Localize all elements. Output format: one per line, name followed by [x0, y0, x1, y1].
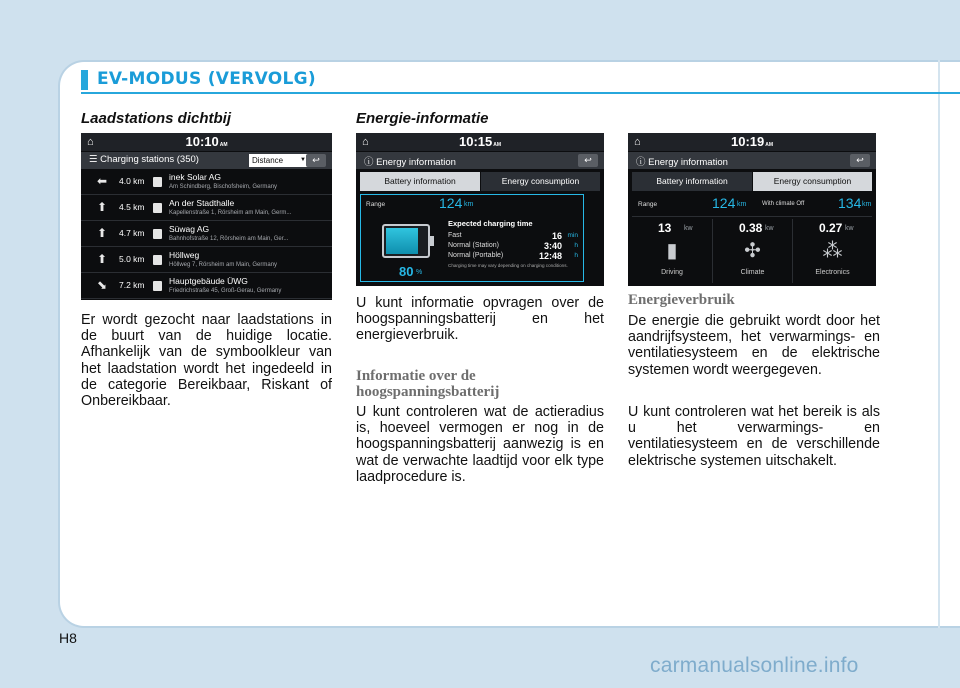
charge-time-unit: h [574, 252, 578, 259]
climate-off-text: U kunt controleren wat het bereik is als u het verwarmings- en ventilatiesysteem en de verschillende elektrische systemen uitschakelt. [628, 404, 880, 469]
consumer-column [712, 219, 792, 283]
station-distance: 4.5 km [119, 202, 145, 212]
charger-plug-icon [153, 255, 162, 265]
climate-off-unit: km [862, 201, 872, 208]
charger-plug-icon [153, 177, 162, 187]
charging-stations-screen [81, 133, 332, 300]
battery-icon [382, 224, 430, 258]
consumer-value: 0.38 [739, 221, 763, 235]
range-label: Range [366, 201, 386, 208]
charge-type-label: Normal (Portable) [448, 252, 504, 259]
station-row[interactable] [81, 248, 332, 273]
battery-percent: 80 [399, 264, 414, 279]
charging-times [448, 219, 584, 281]
clock: 10:10 [185, 134, 219, 149]
consumer-unit: kw [684, 225, 693, 232]
clock-ampm: AM [219, 142, 228, 148]
back-icon: ↩ [312, 155, 320, 165]
range-row [632, 195, 872, 217]
screen-header [356, 152, 604, 169]
range-value: 124 [712, 195, 736, 211]
range-value: 124 [439, 195, 463, 211]
charge-type-label: Fast [448, 232, 462, 239]
charge-time-unit: h [574, 242, 578, 249]
station-distance: 4.7 km [119, 228, 145, 238]
consumer-unit: kw [845, 225, 854, 232]
section-marker [81, 70, 88, 90]
charging-stations-text: Er wordt gezocht naar laadstations in de buurt van de huidige locatie. Afhankelijk van de symboolkleur van het laadstation wordt het ingedeeld in de categorie Bereikbaar, Riskant of Onbereikbaar. [81, 312, 332, 410]
light-icon: ⁂ [822, 240, 843, 262]
station-name: Süwag AG [169, 224, 210, 234]
home-icon[interactable]: ⌂ [634, 136, 641, 148]
back-icon: ↩ [584, 155, 592, 165]
consumer-column [792, 219, 872, 283]
charge-type-label: Normal (Station) [448, 242, 499, 249]
consumer-label: Electronics [815, 269, 850, 276]
screen-title: Energy information [376, 157, 456, 168]
consumer-unit: kw [765, 225, 774, 232]
station-row[interactable] [81, 222, 332, 247]
tab-battery-information[interactable]: Battery information [632, 172, 752, 191]
station-name: inek Solar AG [169, 172, 221, 182]
battery-level-fill [386, 228, 418, 254]
heading-charging-stations: Laadstations dichtbij [81, 110, 232, 127]
battery-percent-unit: % [416, 269, 423, 276]
page-number: H8 [59, 630, 77, 646]
energy-consumption-screen [628, 133, 876, 286]
station-address: Höllweg 7, Rörsheim am Main, Germany [169, 262, 278, 268]
section-rule [81, 92, 960, 94]
range-unit: km [737, 201, 747, 208]
clock-ampm: AM [765, 142, 774, 148]
battery-icon: ▮ [666, 240, 678, 262]
consumer-label: Driving [661, 269, 683, 276]
consumer-value: 13 [658, 221, 672, 235]
screen-header [81, 152, 332, 169]
screen-title: Energy information [648, 157, 728, 168]
charge-time-value: 12:48 [538, 251, 562, 261]
station-distance: 5.0 km [119, 254, 145, 264]
charge-time-row [448, 232, 584, 242]
charge-time-value: 3:40 [543, 241, 562, 251]
clock: 10:15 [458, 134, 493, 149]
direction-arrow-icon: ⬆ [96, 226, 108, 240]
back-button[interactable] [306, 154, 326, 167]
station-address: Am Schindberg, Bischofsheim, Germany [169, 184, 278, 190]
consumer-column [632, 219, 712, 283]
dropdown-arrow-icon: ▼ [300, 157, 306, 163]
consumer-value: 0.27 [819, 221, 843, 235]
tab-energy-consumption[interactable]: Energy consumption [481, 172, 600, 191]
charging-note: Charging time may vary depending on charging conditions. [448, 263, 568, 268]
page-edge-rule [938, 60, 940, 628]
charge-time-row [448, 252, 584, 262]
list-icon: ☰ [89, 154, 98, 165]
station-distance: 4.0 km [119, 176, 145, 186]
fan-icon: ✣ [744, 240, 761, 262]
home-icon[interactable]: ⌂ [87, 136, 94, 148]
station-address: Friedrichstraße 45, Groß-Gerau, Germany [169, 288, 282, 294]
subheading-energy-consumption: Energieverbruik [628, 292, 735, 308]
direction-arrow-icon: ⬆ [96, 252, 108, 266]
screen-title: Charging stations (350) [100, 154, 199, 165]
energy-info-text: U kunt informatie opvragen over de hoogspanningsbatterij en het energieverbruik. [356, 295, 604, 344]
status-bar [628, 133, 876, 151]
station-row[interactable] [81, 196, 332, 221]
station-row[interactable] [81, 274, 332, 299]
direction-arrow-icon: ⬅ [96, 174, 108, 188]
range-label: Range [638, 201, 658, 208]
charger-plug-icon [153, 229, 162, 239]
climate-off-label: With climate Off [762, 201, 805, 207]
battery-terminal [430, 236, 434, 246]
charging-times-title: Expected charging time [448, 219, 533, 228]
tab-battery-information[interactable]: Battery information [360, 172, 480, 191]
charger-plug-icon [153, 281, 162, 291]
tab-energy-consumption[interactable]: Energy consumption [753, 172, 872, 191]
direction-arrow-icon: ⬊ [96, 278, 108, 292]
station-name: Hauptgebäude ÜWG [169, 276, 248, 286]
back-icon: ↩ [856, 155, 864, 165]
range-unit: km [464, 201, 474, 208]
consumer-list [632, 219, 872, 283]
clock: 10:19 [730, 134, 765, 149]
charge-time-row [448, 242, 584, 252]
station-address: Bahnhofstraße 12, Rörsheim am Main, Ger... [169, 236, 289, 242]
consumer-label: Climate [740, 269, 765, 276]
watermark: carmanualsonline.info [650, 654, 859, 677]
charger-plug-icon [153, 203, 162, 213]
charge-time-value: 16 [551, 231, 562, 241]
charge-time-unit: min [567, 232, 578, 239]
sort-dropdown[interactable] [249, 154, 309, 167]
status-bar [81, 133, 332, 151]
station-distance: 7.2 km [119, 280, 145, 290]
sort-value: Distance [252, 156, 284, 165]
station-address: Kapellenstraße 1, Rörsheim am Main, Germ... [169, 210, 292, 216]
battery-info-text: U kunt controleren wat de actieradius is, hoeveel vermogen er nog in de hoogspanningsbatterij aanwezig is en wat de verwachte laadtijd voor elk type laadprocedure is. [356, 404, 604, 485]
heading-energy-info: Energie-informatie [356, 110, 489, 127]
energy-consumption-text: De energie die gebruikt wordt door het aandrijfsysteem, het verwarmings- en ventilatiesysteem en de elektrische systemen wordt weergegeven. [628, 313, 880, 378]
subheading-battery-info: Informatie over de hoogspanningsbatterij [356, 368, 500, 400]
section-title: EV-MODUS (VERVOLG) [97, 69, 316, 89]
back-button[interactable] [578, 154, 598, 167]
screen-header [628, 152, 876, 169]
station-name: Höllweg [169, 250, 200, 260]
status-bar [356, 133, 604, 151]
battery-panel [360, 194, 584, 282]
station-name: An der Stadthalle [169, 198, 235, 208]
info-icon: ⓘ [636, 157, 646, 168]
info-icon: ⓘ [364, 157, 374, 168]
battery-info-screen [356, 133, 604, 286]
direction-arrow-icon: ⬆ [96, 200, 108, 214]
back-button[interactable] [850, 154, 870, 167]
clock-ampm: AM [493, 142, 502, 148]
home-icon[interactable]: ⌂ [362, 136, 369, 148]
climate-off-value: 134 [838, 195, 862, 211]
station-row[interactable] [81, 170, 332, 195]
